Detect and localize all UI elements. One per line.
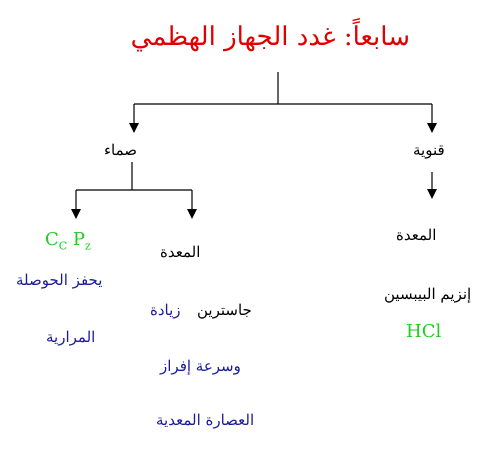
gastrin-organ: المعدة — [160, 243, 201, 261]
gastrin-hormone: جاسترين — [197, 301, 252, 319]
diagram-title: سابعاً: غدد الجهاز الهظمي — [130, 22, 410, 52]
ducts-secretion-hcl: HCl — [406, 321, 442, 342]
ducts-secretion-pepsin: إنزيم البيبسين — [384, 285, 472, 303]
gastrin-effect-line-2: وسرعة إفراز — [160, 357, 241, 375]
gastrin-effect-line-3: العصارة المعدية — [156, 411, 255, 429]
gastrin-effect-line-1: زيادة — [150, 301, 181, 319]
cck-effect-line-2: المرارية — [46, 328, 96, 346]
label-ducts: قنوية — [413, 141, 445, 159]
cck-hormone-label: $C_C$ $P_z$ — [45, 229, 91, 253]
label-ductless: صماء — [104, 141, 138, 159]
ducts-organ: المعدة — [396, 226, 437, 244]
cck-effect-line-1: يحفز الحوصلة — [16, 271, 103, 289]
